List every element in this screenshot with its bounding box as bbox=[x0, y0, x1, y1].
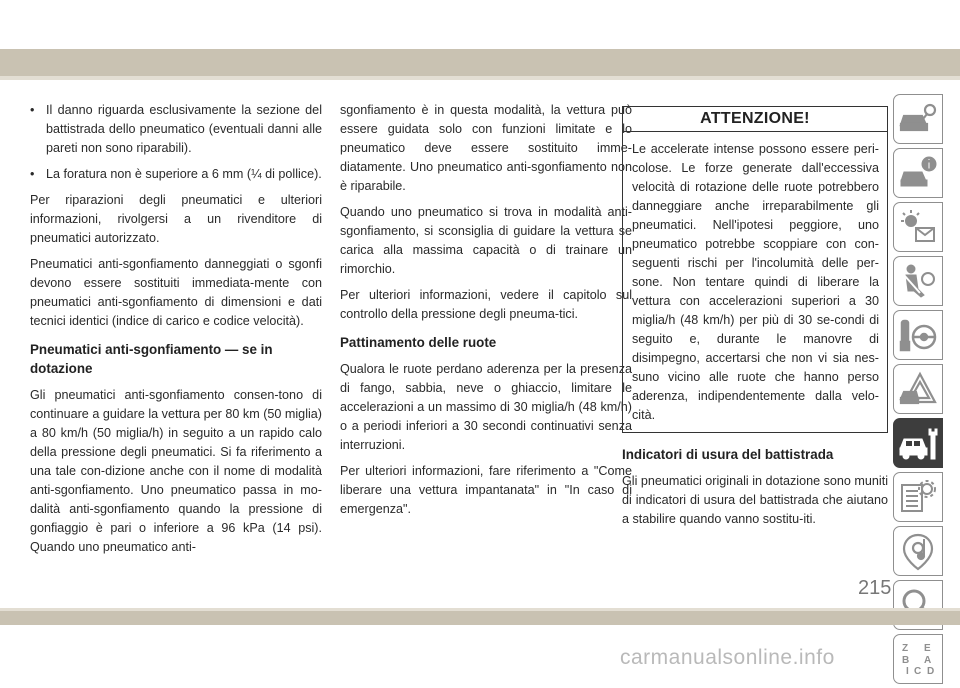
index-letter: C bbox=[914, 666, 922, 677]
index-letter: B bbox=[902, 655, 910, 666]
section-heading: Pattinamento delle ruote bbox=[340, 335, 497, 350]
paragraph: Qualora le ruote perdano aderenza per la presenza di fango, sabbia, neve o ghiaccio, limitare le accelerazioni a un massimo di 30 miglia/h (48 km/h) o a periodi inferiori a 30 secondi continuativi senza interruzioni. bbox=[340, 362, 632, 452]
car-info-icon bbox=[898, 153, 938, 193]
column-2 bbox=[340, 101, 632, 526]
header-band bbox=[0, 49, 960, 76]
tab-warning-lights[interactable] bbox=[893, 202, 943, 252]
tab-getting-to-know-vehicle[interactable] bbox=[893, 94, 943, 144]
tab-starting-operating[interactable] bbox=[893, 310, 943, 360]
paragraph: Per riparazioni degli pneumatici e ulteriori informazioni, rivolgersi a un rivenditore di pneumatici autorizzato. bbox=[30, 193, 322, 245]
airbag-seatbelt-icon bbox=[898, 261, 938, 301]
tab-index[interactable] bbox=[893, 634, 943, 684]
tab-servicing-maintenance[interactable] bbox=[893, 418, 943, 468]
warning-box bbox=[622, 106, 888, 433]
paragraph: Quando uno pneumatico si trova in modalità anti-sgonfiamento, si sconsiglia di guidare la vettura se carica alla massima capacità o di trainare un rimorchio. bbox=[340, 205, 632, 276]
tab-instrument-panel[interactable] bbox=[893, 148, 943, 198]
warning-title: ATTENZIONE! bbox=[623, 107, 887, 132]
bullet-item: • Il danno riguarda esclusivamente la sezione del battistrada dello pneumatico (eventuali danni alle pareti non sono riparabili). bbox=[30, 101, 322, 158]
paragraph: Gli pneumatici anti-sgonfiamento consen-tono di continuare a guidare la vettura per 80 km (50 miglia) a 80 km/h (50 miglia/h) in seguito a un rapido calo della pressione degli pneumatici. Si fa riferimento a una tale con-dizione anche con il nome di modalità anti-sgonfiamento. Uno pneumatico passa in mo-dalità anti-sgonfiamento quando la pressione di gonfiaggio è pari o inferiore a 96 kPa (14 psi). Quando uno pneumatico anti- bbox=[30, 388, 322, 554]
watermark: carmanualsonline.info bbox=[620, 646, 835, 669]
column-1 bbox=[30, 101, 322, 564]
steering-wheel-key-icon bbox=[898, 315, 938, 355]
footer-band bbox=[0, 611, 960, 625]
tab-multimedia[interactable] bbox=[893, 526, 943, 576]
car-search-icon bbox=[898, 99, 938, 139]
section-heading: Indicatori di usura del battistrada bbox=[622, 447, 834, 462]
index-letter: I bbox=[906, 666, 909, 677]
hazard-triangle-icon bbox=[898, 369, 938, 409]
column-3 bbox=[622, 101, 888, 536]
section-heading: Pneumatici anti-sgonfiamento — se in dotazione bbox=[30, 342, 273, 376]
index-letter: E bbox=[924, 643, 931, 654]
warning-light-message-icon bbox=[898, 207, 938, 247]
paragraph: Per ulteriori informazioni, fare riferimento a "Come liberare una vettura impantanata" in "In caso di emergenza". bbox=[340, 464, 632, 516]
car-wrench-icon bbox=[898, 423, 938, 463]
paragraph: Per ulteriori informazioni, vedere il capitolo sul controllo della pressione degli pneuma-tici. bbox=[340, 288, 632, 321]
alphabetical-index-icon bbox=[898, 639, 938, 679]
tab-technical-specifications[interactable] bbox=[893, 472, 943, 522]
tab-in-case-of-emergency[interactable] bbox=[893, 364, 943, 414]
tab-safety[interactable] bbox=[893, 256, 943, 306]
multimedia-music-icon bbox=[898, 531, 938, 571]
paragraph: Gli pneumatici originali in dotazione sono muniti di indicatori di usura del battistrada che aiutano a stabilire quando vanno sostitu-iti. bbox=[622, 474, 889, 526]
warning-body: Le accelerate intense possono essere peri-colose. Le forze generate dall'eccessiva velocità di rotazione delle ruote potrebbero danneggiare anche irreparabilmente gli pneumatici. Nell'ipotesi peggiore, uno pneumatico potrebbe scoppiare con con-seguenti rischi per l'incolumità delle per-sone. Non tentare quindi di liberare la vettura con accelerazioni superiori a 30 miglia/h (48 km/h) per più di 30 se-condi di seguito e, durante le manovre di disimpegno, accertarsi che non vi sia nes-suno vicino alle ruote che hanno perso aderenza, indipendentemente dalla velo-cità. bbox=[632, 142, 879, 422]
page-number: 215 bbox=[858, 577, 892, 599]
header-band-shadow bbox=[0, 76, 960, 80]
index-letter: Z bbox=[902, 643, 909, 654]
index-letter: D bbox=[927, 666, 935, 677]
bullet-item: • La foratura non è superiore a 6 mm (¼ di pollice). bbox=[30, 165, 322, 184]
paragraph: Pneumatici anti-sgonfiamento danneggiati o sgonfi devono essere sostituiti immediata-mente con pneumatici anti-sgonfiamento di dimensioni e dati tecnici identici (indice di carico e codice velocità). bbox=[30, 257, 322, 328]
specifications-gear-icon bbox=[898, 477, 938, 517]
index-letter: A bbox=[924, 655, 932, 666]
chapter-tabs bbox=[893, 94, 945, 688]
paragraph: sgonfiamento è in questa modalità, la vettura può essere guidata solo con funzioni limitate e lo pneumatico deve essere sostituito imme-diatamente. Uno pneumatico anti-sgonfiamento non è riparabile. bbox=[340, 103, 632, 193]
